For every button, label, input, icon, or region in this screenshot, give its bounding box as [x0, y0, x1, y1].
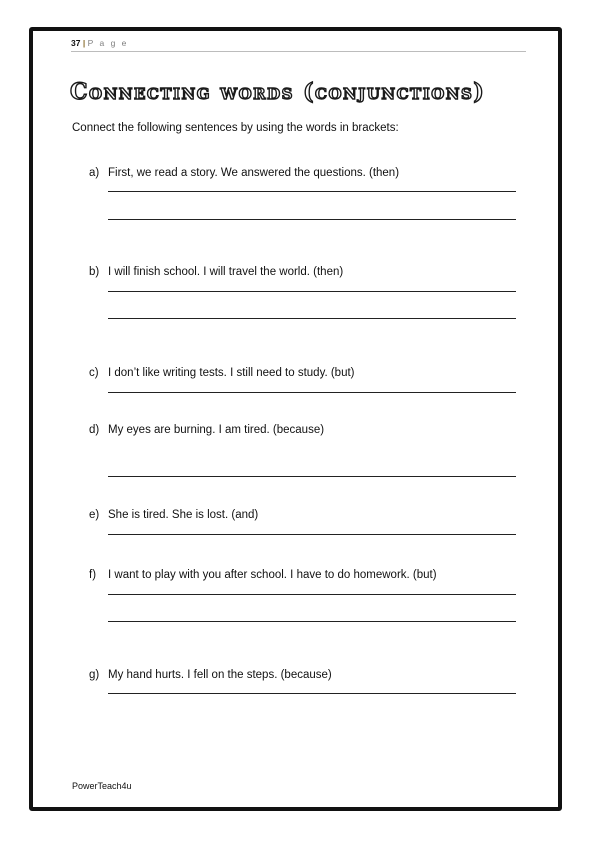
answer-line-c-1[interactable] [108, 392, 516, 393]
answer-line-f-2[interactable] [108, 621, 516, 622]
question-d-text: My eyes are burning. I am tired. (because) [108, 424, 325, 436]
question-f-label: f) [89, 569, 97, 581]
question-g-text: My hand hurts. I fell on the steps. (because) [108, 669, 332, 681]
answer-line-d-1[interactable] [108, 476, 516, 477]
answer-line-a-2[interactable] [108, 219, 516, 220]
answer-line-b-2[interactable] [108, 318, 516, 319]
footer-brand: PowerTeach4u [72, 781, 132, 791]
question-b-text: I will finish school. I will travel the world. (then) [108, 266, 344, 278]
question-b-label: b) [89, 266, 100, 278]
worksheet-title: Connecting words (conjunctions) [70, 79, 486, 105]
question-g-label: g) [89, 669, 100, 681]
question-f-text: I want to play with you after school. I have to do homework. (but) [108, 569, 437, 581]
page-separator: | [82, 38, 86, 48]
question-e-text: She is tired. She is lost. (and) [108, 509, 259, 521]
answer-line-f-1[interactable] [108, 594, 516, 595]
question-c-label: c) [89, 367, 99, 379]
page-header [71, 38, 526, 52]
answer-line-e-1[interactable] [108, 534, 516, 535]
answer-line-b-1[interactable] [108, 291, 516, 292]
answer-line-a-1[interactable] [108, 191, 516, 192]
question-c-text: I don’t like writing tests. I still need to study. (but) [108, 367, 355, 379]
page-word: P a g e [87, 38, 129, 48]
answer-line-g-1[interactable] [108, 693, 516, 694]
instruction-text: Connect the following sentences by using the words in brackets: [72, 122, 399, 134]
question-e-label: e) [89, 509, 100, 521]
question-a-label: a) [89, 167, 100, 179]
question-a-text: First, we read a story. We answered the questions. (then) [108, 167, 400, 179]
question-d-label: d) [89, 424, 100, 436]
page-number: 37 [71, 38, 81, 48]
